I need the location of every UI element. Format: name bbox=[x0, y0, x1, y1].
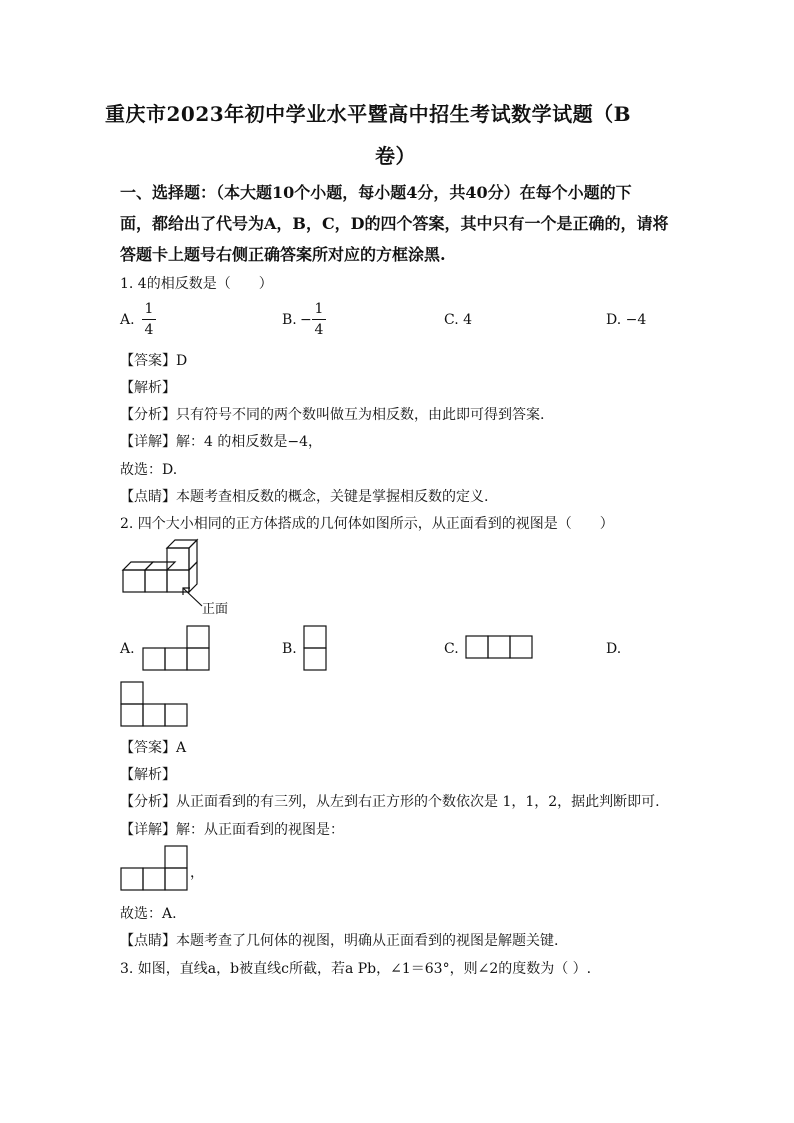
view-square bbox=[121, 682, 143, 704]
fraction-bar bbox=[312, 319, 326, 320]
q1-analysis: 【分析】只有符号不同的两个数叫做互为相反数，由此即可得到答案. bbox=[120, 407, 545, 423]
view-square bbox=[143, 868, 165, 890]
view-square bbox=[165, 868, 187, 890]
view-square bbox=[187, 626, 209, 648]
document-title-line1: 重庆市2023年初中学业水平暨高中招生考试数学试题（B bbox=[105, 102, 632, 126]
view-square bbox=[488, 636, 510, 658]
q2-option-a-label: A. bbox=[120, 641, 135, 657]
view-square bbox=[143, 648, 165, 670]
q2-choice: 故选：A. bbox=[120, 906, 177, 922]
q2-detail: 【详解】解：从正面看到的视图是： bbox=[120, 822, 344, 838]
view-square bbox=[165, 648, 187, 670]
view-square bbox=[304, 648, 326, 670]
q2-option-b-figure bbox=[303, 624, 329, 672]
q2-front-label: 正面 bbox=[202, 602, 229, 617]
fraction-bar bbox=[142, 319, 156, 320]
q2-option-a-figure bbox=[142, 624, 212, 672]
cube-front-face bbox=[167, 570, 189, 592]
view-square bbox=[510, 636, 532, 658]
q1-option-a-label: A. bbox=[120, 312, 135, 328]
q2-answer: 【答案】A bbox=[120, 740, 187, 756]
q2-option-c-label: C. bbox=[444, 641, 459, 657]
cube-front-face bbox=[123, 570, 145, 592]
front-arrow-shaft bbox=[183, 588, 202, 606]
q2-option-d-figure bbox=[120, 681, 192, 729]
view-square bbox=[466, 636, 488, 658]
cube-side-face bbox=[189, 562, 197, 592]
q1-comment: 【点睛】本题考查相反数的概念，关键是掌握相反数的定义. bbox=[120, 489, 489, 505]
q2-option-c-figure bbox=[465, 635, 537, 661]
view-square bbox=[165, 704, 187, 726]
q1-option-b-denominator: 4 bbox=[314, 322, 324, 338]
q2-analysis: 【分析】从正面看到的有三列，从左到右正方形的个数依次是 1，1，2，据此判断即可. bbox=[120, 794, 660, 810]
q1-detail: 【详解】解：4 的相反数是−4， bbox=[120, 434, 322, 450]
q1-choice: 故选：D. bbox=[120, 462, 178, 478]
view-square bbox=[165, 846, 187, 868]
q2-solution-figure bbox=[120, 845, 192, 893]
q2-analysis-title: 【解析】 bbox=[120, 767, 176, 783]
q2-stem: 2. 四个大小相同的正方体搭成的几何体如图所示，从正面看到的视图是（ ） bbox=[120, 516, 614, 532]
q1-option-d: D. −4 bbox=[606, 312, 647, 328]
q1-stem: 1. 4的相反数是（ ） bbox=[120, 276, 273, 292]
q2-option-b-label: B. bbox=[282, 641, 297, 657]
view-square bbox=[187, 648, 209, 670]
cube-front-face bbox=[145, 570, 167, 592]
q1-option-b-fraction bbox=[312, 301, 326, 338]
section-heading-line3: 答题卡上题号右侧正确答案所对应的方框涂黑. bbox=[120, 245, 446, 264]
q2-comment: 【点睛】本题考查了几何体的视图，明确从正面看到的视图是解题关键. bbox=[120, 933, 559, 949]
q1-option-a-fraction bbox=[142, 301, 156, 338]
q1-option-c: C. 4 bbox=[444, 312, 473, 328]
document-title-line2: 卷） bbox=[375, 144, 416, 168]
q2-solution-comma: ， bbox=[190, 865, 204, 881]
section-heading-line2: 面，都给出了代号为A，B，C，D的四个答案，其中只有一个是正确的，请将 bbox=[120, 214, 669, 233]
q1-option-a-denominator: 4 bbox=[144, 322, 154, 338]
cube-top-face bbox=[145, 562, 175, 570]
q2-option-d-label: D. bbox=[606, 641, 622, 657]
q3-stem: 3. 如图，直线a，b被直线c所截，若a Pb，∠1＝63°，则∠2的度数为（ ）. bbox=[120, 961, 592, 977]
view-square bbox=[143, 704, 165, 726]
view-square bbox=[121, 868, 143, 890]
q1-option-b-sign: − bbox=[300, 312, 312, 328]
q1-analysis-title: 【解析】 bbox=[120, 380, 176, 396]
q1-option-b-numerator: 1 bbox=[314, 301, 324, 317]
q1-option-b-label: B. bbox=[282, 312, 297, 328]
q1-option-a-numerator: 1 bbox=[144, 301, 154, 317]
view-square bbox=[304, 626, 326, 648]
q1-answer: 【答案】D bbox=[120, 353, 188, 369]
section-heading-line1: 一、选择题：（本大题10个小题，每小题4分，共40分）在每个小题的下 bbox=[120, 183, 632, 202]
view-square bbox=[121, 704, 143, 726]
